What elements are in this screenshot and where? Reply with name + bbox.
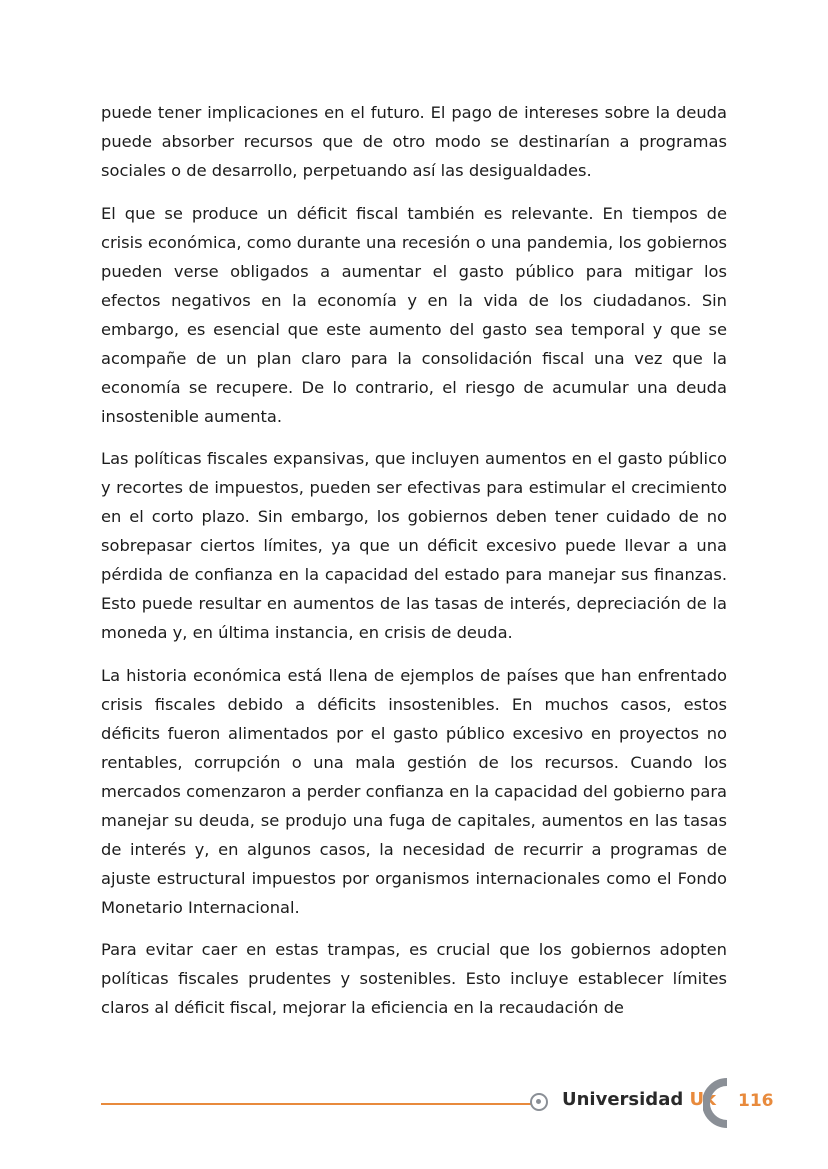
brand-name: Universidad [562, 1089, 684, 1110]
paragraph-2: El que se produce un déficit fiscal también es relevante. En tiempos de crisis económica, como durante una recesión o una pandemia, los gobiernos pueden verse obligados a aumentar el gasto público para mitigar los efectos negativos en la economía y en la vida de los ciudadanos. Sin embargo, es esencial que este aumento del gasto sea temporal y que se acompañe de un plan claro para la consolidación fiscal una vez que la economía se recupere. De lo contrario, el riesgo de acumular una deuda insostenible aumenta. [101, 203, 727, 426]
paragraph-4: La historia económica está llena de ejemplos de países que han enfrentado crisis fiscales debido a déficits insostenibles. En muchos casos, estos déficits fueron alimentados por el gasto público excesivo en proyectos no rentables, corrupción o una mala gestión de los recursos. Cuando los mercados comenzaron a perder confianza en la capacidad del gobierno para manejar su deuda, se produjo una fuga de capitales, aumentos en las tasas de interés y, en algunos casos, la necesidad de recurrir a programas de ajuste estructural impuestos por organismos internacionales como el Fondo Monetario Internacional. [101, 665, 727, 917]
footer-brand [562, 1089, 716, 1110]
paragraph-1: puede tener implicaciones en el futuro. El pago de intereses sobre la deuda puede absorber recursos que de otro modo se destinarían a programas sociales o de desarrollo, perpetuando así las desigualdades. [101, 103, 727, 180]
paragraph-3: Las políticas fiscales expansivas, que incluyen aumentos en el gasto público y recortes de impuestos, pueden ser efectivas para estimular el crecimiento en el corto plazo. Sin embargo, los gobiernos deben tener cuidado de no sobrepasar ciertos límites, ya que un déficit excesivo puede llevar a una pérdida de confianza en la capacidad del estado para manejar sus finanzas. Esto puede resultar en aumentos de las tasas de interés, depreciación de la moneda y, en última instancia, en crisis de deuda. [101, 449, 727, 642]
target-circle-icon [530, 1093, 548, 1111]
footer-divider [101, 1103, 531, 1105]
brand-accent: Uk [689, 1089, 717, 1110]
paragraph-5: Para evitar caer en estas trampas, es crucial que los gobiernos adopten políticas fiscales prudentes y sostenibles. Esto incluye establecer límites claros al déficit fiscal, mejorar la eficiencia en la recaudación de [101, 940, 727, 1017]
footer-arc-icon [703, 1078, 743, 1128]
page-number: 116 [738, 1091, 774, 1111]
page-body [101, 98, 727, 1036]
